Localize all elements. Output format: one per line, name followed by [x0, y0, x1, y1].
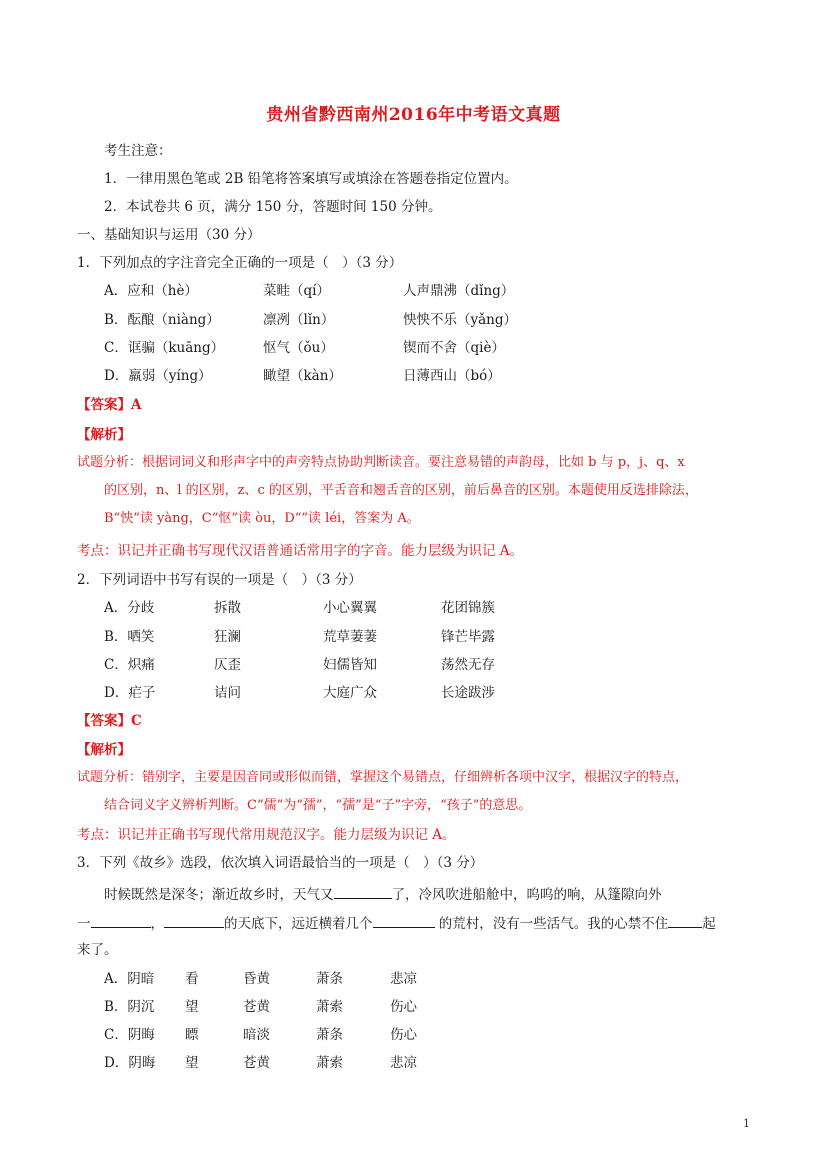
q2-stem: 2．下列词语中书写有误的一项是（ ）（3 分） — [77, 572, 362, 588]
q3-option-c-word4: 萧条 — [316, 1027, 343, 1043]
q3-option-d: D．阴晦 — [104, 1055, 156, 1071]
q1-option-b-word3: 怏怏不乐（yǎng） — [403, 312, 518, 328]
q3-option-c-word5: 伤心 — [390, 1027, 417, 1043]
q2-analysis-line-1: 试题分析：错别字，主要是因音同或形似而错，掌握这个易错点，仔细辨析各项中汉字，根据汉字的特点， — [77, 770, 689, 785]
q2-option-a-word3: 小心翼翼 — [323, 600, 377, 616]
q1-option-c-word2: 怄气（ǒu） — [263, 340, 334, 356]
section-heading: 一、基础知识与运用（30 分） — [77, 227, 261, 243]
q3-option-d-word3: 苍黄 — [243, 1055, 270, 1071]
q1-analysis-heading: 【解析】 — [77, 427, 131, 443]
q3-option-d-word2: 望 — [185, 1055, 199, 1071]
q2-option-c-word3: 妇儒皆知 — [323, 657, 377, 673]
q2-option-b-word3: 荒草萋萋 — [323, 629, 377, 645]
q3-passage-text: 的天底下，远近横着几个 — [224, 916, 373, 932]
q1-option-d-word3: 日薄西山（bó） — [403, 368, 501, 384]
q2-option-a: A．分歧 — [104, 600, 155, 616]
q2-option-b-word4: 锋芒毕露 — [441, 629, 495, 645]
q3-option-b-word5: 伤心 — [390, 999, 417, 1015]
q3-stem: 3．下列《故乡》选段，依次填入词语最恰当的一项是（ ）（3 分） — [77, 855, 484, 871]
q1-analysis-line-3: B“怏”读 yàng，C“怄”读 òu，D“”读 léi，答案为 A。 — [104, 511, 420, 526]
q1-option-d-word2: 瞰望（kàn） — [263, 368, 342, 384]
q3-passage-text: 一 — [77, 916, 91, 932]
q3-option-a-word4: 萧条 — [316, 971, 343, 987]
q3-option-b-word3: 苍黄 — [243, 999, 270, 1015]
q2-analysis-line-2: 结合词义字义辨析判断。C“儒”为“孺”，“孺”是“子”字旁，“孩子”的意思。 — [104, 798, 532, 813]
q3-option-a-word3: 昏黄 — [243, 971, 270, 987]
q1-analysis-line-1: 试题分析：根据词词义和形声字中的声旁特点协助判断读音。要注意易错的声韵母，比如 b 与 p，j、q、x — [77, 455, 685, 470]
q3-passage-text: 的荒村，没有一些活气。我的心禁不住 — [434, 916, 669, 932]
q2-option-d-word3: 大庭广众 — [323, 685, 377, 701]
q3-passage-line-3: 来了。 — [77, 942, 118, 958]
q3-passage-text: 起 — [702, 916, 716, 932]
q3-option-a-word5: 悲凉 — [390, 971, 417, 987]
q3-option-b-word4: 萧索 — [316, 999, 343, 1015]
q3-option-c: C．阴晦 — [104, 1027, 155, 1043]
q3-option-b: B．阴沉 — [104, 999, 155, 1015]
q2-option-c-word4: 荡然无存 — [441, 657, 495, 673]
fill-blank-4[interactable] — [373, 913, 435, 928]
q3-option-d-word4: 萧索 — [316, 1055, 343, 1071]
q1-option-a-word3: 人声鼎沸（dǐng） — [403, 283, 515, 299]
q3-option-a: A．阴暗 — [104, 971, 155, 987]
q2-option-c: C．炽痛 — [104, 657, 155, 673]
q2-answer: 【答案】C — [77, 713, 142, 729]
q1-option-b-word2: 凛冽（lǐn） — [263, 312, 335, 328]
q1-stem: 1．下列加点的字注音完全正确的一项是（ ）（3 分） — [77, 255, 403, 271]
q1-option-a: A．应和（hè） — [104, 283, 198, 299]
q1-option-c: C．诓骗（kuāng） — [104, 340, 225, 356]
q2-option-d-word2: 诘问 — [214, 685, 241, 701]
q3-passage-text: ， — [150, 916, 164, 932]
q2-option-d-word4: 长途跋涉 — [441, 685, 495, 701]
notice-item-2: 2．本试卷共 6 页，满分 150 分，答题时间 150 分钟。 — [104, 199, 442, 215]
q1-option-d: D．羸弱（yíng） — [104, 368, 212, 384]
q2-option-c-word2: 仄歪 — [214, 657, 241, 673]
q2-option-d: D．疟子 — [104, 685, 156, 701]
notice-heading: 考生注意： — [104, 143, 172, 159]
notice-item-1: 1．一律用黑色笔或 2B 铅笔将答案填写或填涂在答题卷指定位置内。 — [104, 171, 518, 187]
q2-option-b: B．哂笑 — [104, 629, 155, 645]
q3-passage-text: 了，冷风吹进船舱中，呜呜的响，从篷隙向外 — [391, 887, 662, 903]
q3-option-b-word2: 望 — [185, 999, 199, 1015]
q2-analysis-heading: 【解析】 — [77, 742, 131, 758]
q1-analysis-line-2: 的区别，n、l 的区别，z、c 的区别，平舌音和翘舌音的区别，前后鼻音的区别。本题使用反选排除法， — [104, 483, 698, 498]
q3-passage-line-2 — [77, 913, 716, 933]
q2-option-a-word4: 花团锦簇 — [441, 600, 495, 616]
q2-option-b-word2: 狂澜 — [214, 629, 241, 645]
q2-key-point: 考点：识记并正确书写现代常用规范汉字。能力层级为识记 A。 — [77, 827, 456, 843]
q1-option-a-word2: 菜畦（qí） — [263, 283, 330, 299]
q3-passage-text: 时候既然是深冬；渐近故乡时，天气又 — [104, 887, 334, 903]
q1-option-b: B．酝酿（niàng） — [104, 312, 220, 328]
q1-key-point: 考点：识记并正确书写现代汉语普通话常用字的字音。能力层级为识记 A。 — [77, 543, 524, 559]
q3-passage-line-1 — [104, 884, 662, 904]
q3-option-d-word5: 悲凉 — [390, 1055, 417, 1071]
page-number: 1 — [743, 1117, 750, 1130]
q2-option-a-word2: 拆散 — [214, 600, 241, 616]
fill-blank-5[interactable] — [668, 913, 702, 928]
page-title: 贵州省黔西南州2016年中考语文真题 — [266, 105, 561, 125]
fill-blank-2[interactable] — [91, 913, 151, 928]
q3-option-a-word2: 看 — [185, 971, 199, 987]
fill-blank-1[interactable] — [334, 884, 392, 899]
q1-option-c-word3: 锲而不舍（qiè） — [403, 340, 505, 356]
q3-option-c-word3: 暗淡 — [243, 1027, 270, 1043]
fill-blank-3[interactable] — [164, 913, 224, 928]
q1-answer: 【答案】A — [77, 397, 142, 413]
q3-option-c-word2: 瞟 — [185, 1027, 199, 1043]
